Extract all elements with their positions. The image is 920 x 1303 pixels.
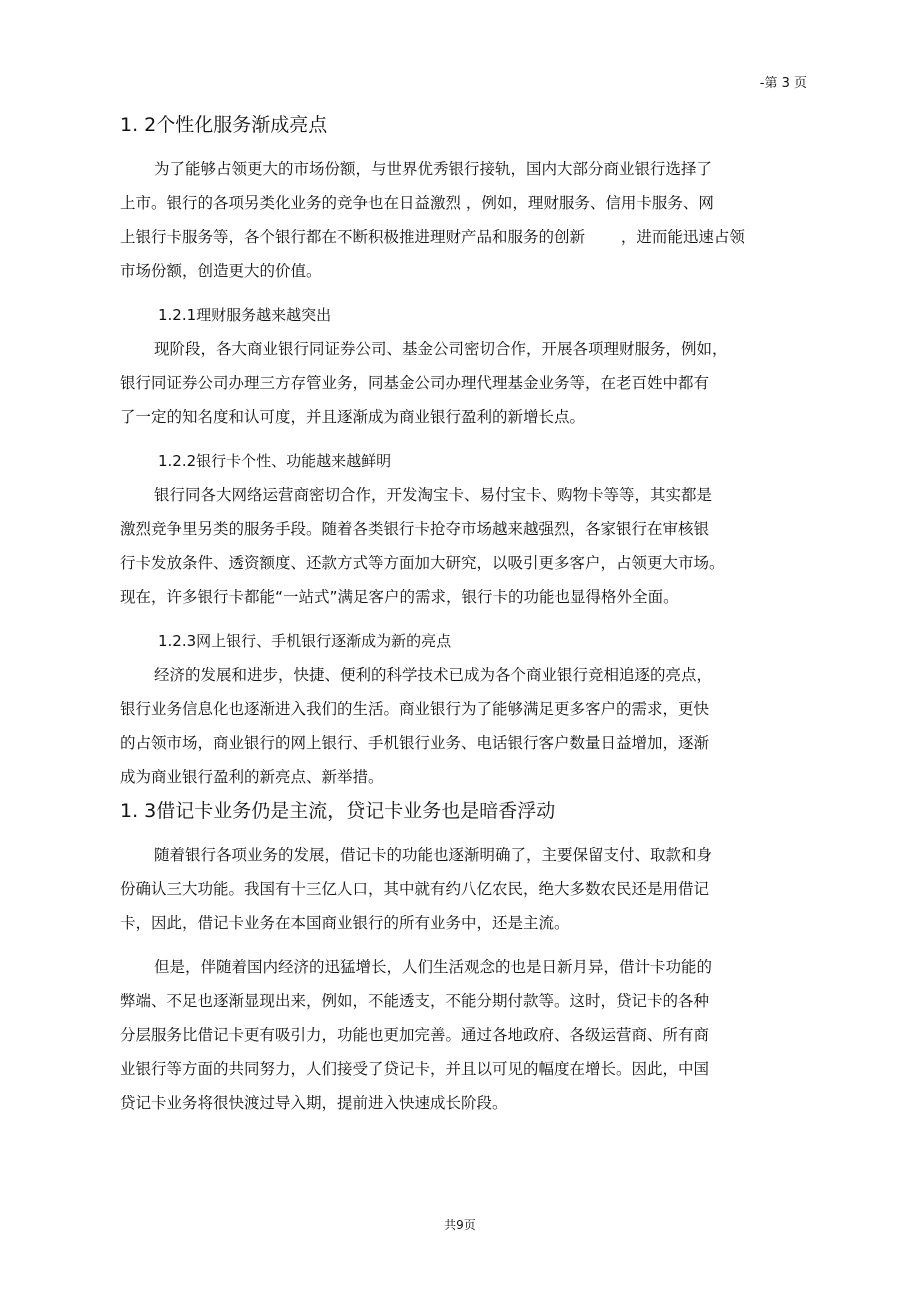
page-number-header: -第 3 页	[759, 76, 807, 91]
paragraph-spacer	[120, 940, 820, 950]
paragraph-line: 激烈竞争里另类的服务手段。随着各类银行卡抢夺市场越来越强烈，各家银行在审核银	[120, 520, 710, 538]
paragraph-line: 行卡发放条件、透资额度、还款方式等方面加大研究，以吸引更多客户，占领更大市场。	[120, 554, 725, 572]
paragraph-line: 银行同证券公司办理三方存管业务，同基金公司办理代理基金业务等，在老百姓中都有	[120, 374, 710, 392]
paragraph-line: 上银行卡服务等，各个银行都在不断积极推进理财产品和服务的创新 ，进而能迅速占领	[120, 228, 745, 246]
paragraph	[120, 478, 820, 614]
subsection-heading: 1.2.1理财服务越来越突出	[158, 306, 332, 324]
paragraph-line: 银行同各大网络运营商密切合作，开发淘宝卡、易付宝卡、购物卡等等，其实都是	[154, 486, 713, 504]
total-pages-footer: 共9页	[444, 1218, 476, 1232]
paragraph-line: 市场份额，创造更大的价值。	[120, 262, 322, 280]
paragraph-line: 成为商业银行盈利的新亮点、新举措。	[120, 768, 384, 786]
paragraph	[120, 332, 820, 434]
paragraph-line: 了一定的知名度和认可度，并且逐渐成为商业银行盈利的新增长点。	[120, 408, 586, 426]
paragraph-line: 但是，伴随着国内经济的迅猛增长，人们生活观念的也是日新月异，借计卡功能的	[154, 958, 713, 976]
section-heading: 1. 2个性化服务渐成亮点	[120, 114, 328, 136]
paragraph-line: 份确认三大功能。我国有十三亿人口，其中就有约八亿农民，绝大多数农民还是用借记	[120, 880, 710, 898]
paragraph-line: 卡，因此，借记卡业务在本国商业银行的所有业务中，还是主流。	[120, 914, 570, 932]
paragraph-line: 分层服务比借记卡更有吸引力，功能也更加完善。通过各地政府、各级运营商、所有商	[120, 1026, 710, 1044]
paragraph-line: 现在，许多银行卡都能“一站式”满足客户的需求，银行卡的功能也显得格外全面。	[120, 588, 679, 606]
subsection-heading: 1.2.2银行卡个性、功能越来越鲜明	[158, 452, 392, 470]
paragraph-line: 随着银行各项业务的发展，借记卡的功能也逐渐明确了，主要保留支付、取款和身	[154, 846, 713, 864]
paragraph	[120, 152, 820, 288]
paragraph-line: 为了能够占领更大的市场份额，与世界优秀银行接轨，国内大部分商业银行选择了	[154, 160, 713, 178]
paragraph-line: 的占领市场，商业银行的网上银行、手机银行业务、电话银行客户数量日益增加，逐渐	[120, 734, 710, 752]
paragraph-line: 弊端、不足也逐渐显现出来，例如，不能透支，不能分期付款等。这时，贷记卡的各种	[120, 992, 710, 1010]
paragraph	[120, 950, 820, 1120]
document-body	[120, 108, 820, 1120]
paragraph-line: 上市。银行的各项另类化业务的竞争也在日益激烈 ，例如，理财服务、信用卡服务、网	[120, 194, 714, 212]
subsection-heading: 1.2.3网上银行、手机银行逐渐成为新的亮点	[158, 632, 452, 650]
paragraph-line: 贷记卡业务将很快渡过导入期，提前进入快速成长阶段。	[120, 1094, 508, 1112]
paragraph-line: 现阶段，各大商业银行同证券公司、基金公司密切合作，开展各项理财服务，例如，	[154, 340, 728, 358]
paragraph-line: 业银行等方面的共同努力，人们接受了贷记卡，并且以可见的幅度在增长。因此，中国	[120, 1060, 710, 1078]
paragraph-line: 经济的发展和进步，快捷、便利的科学技术已成为各个商业银行竞相追逐的亮点，	[154, 666, 713, 684]
paragraph	[120, 838, 820, 940]
paragraph	[120, 658, 820, 794]
paragraph-line: 银行业务信息化也逐渐进入我们的生活。商业银行为了能够满足更多客户的需求，更快	[120, 700, 710, 718]
section-heading: 1. 3借记卡业务仍是主流，贷记卡业务也是暗香浮动	[120, 800, 556, 822]
